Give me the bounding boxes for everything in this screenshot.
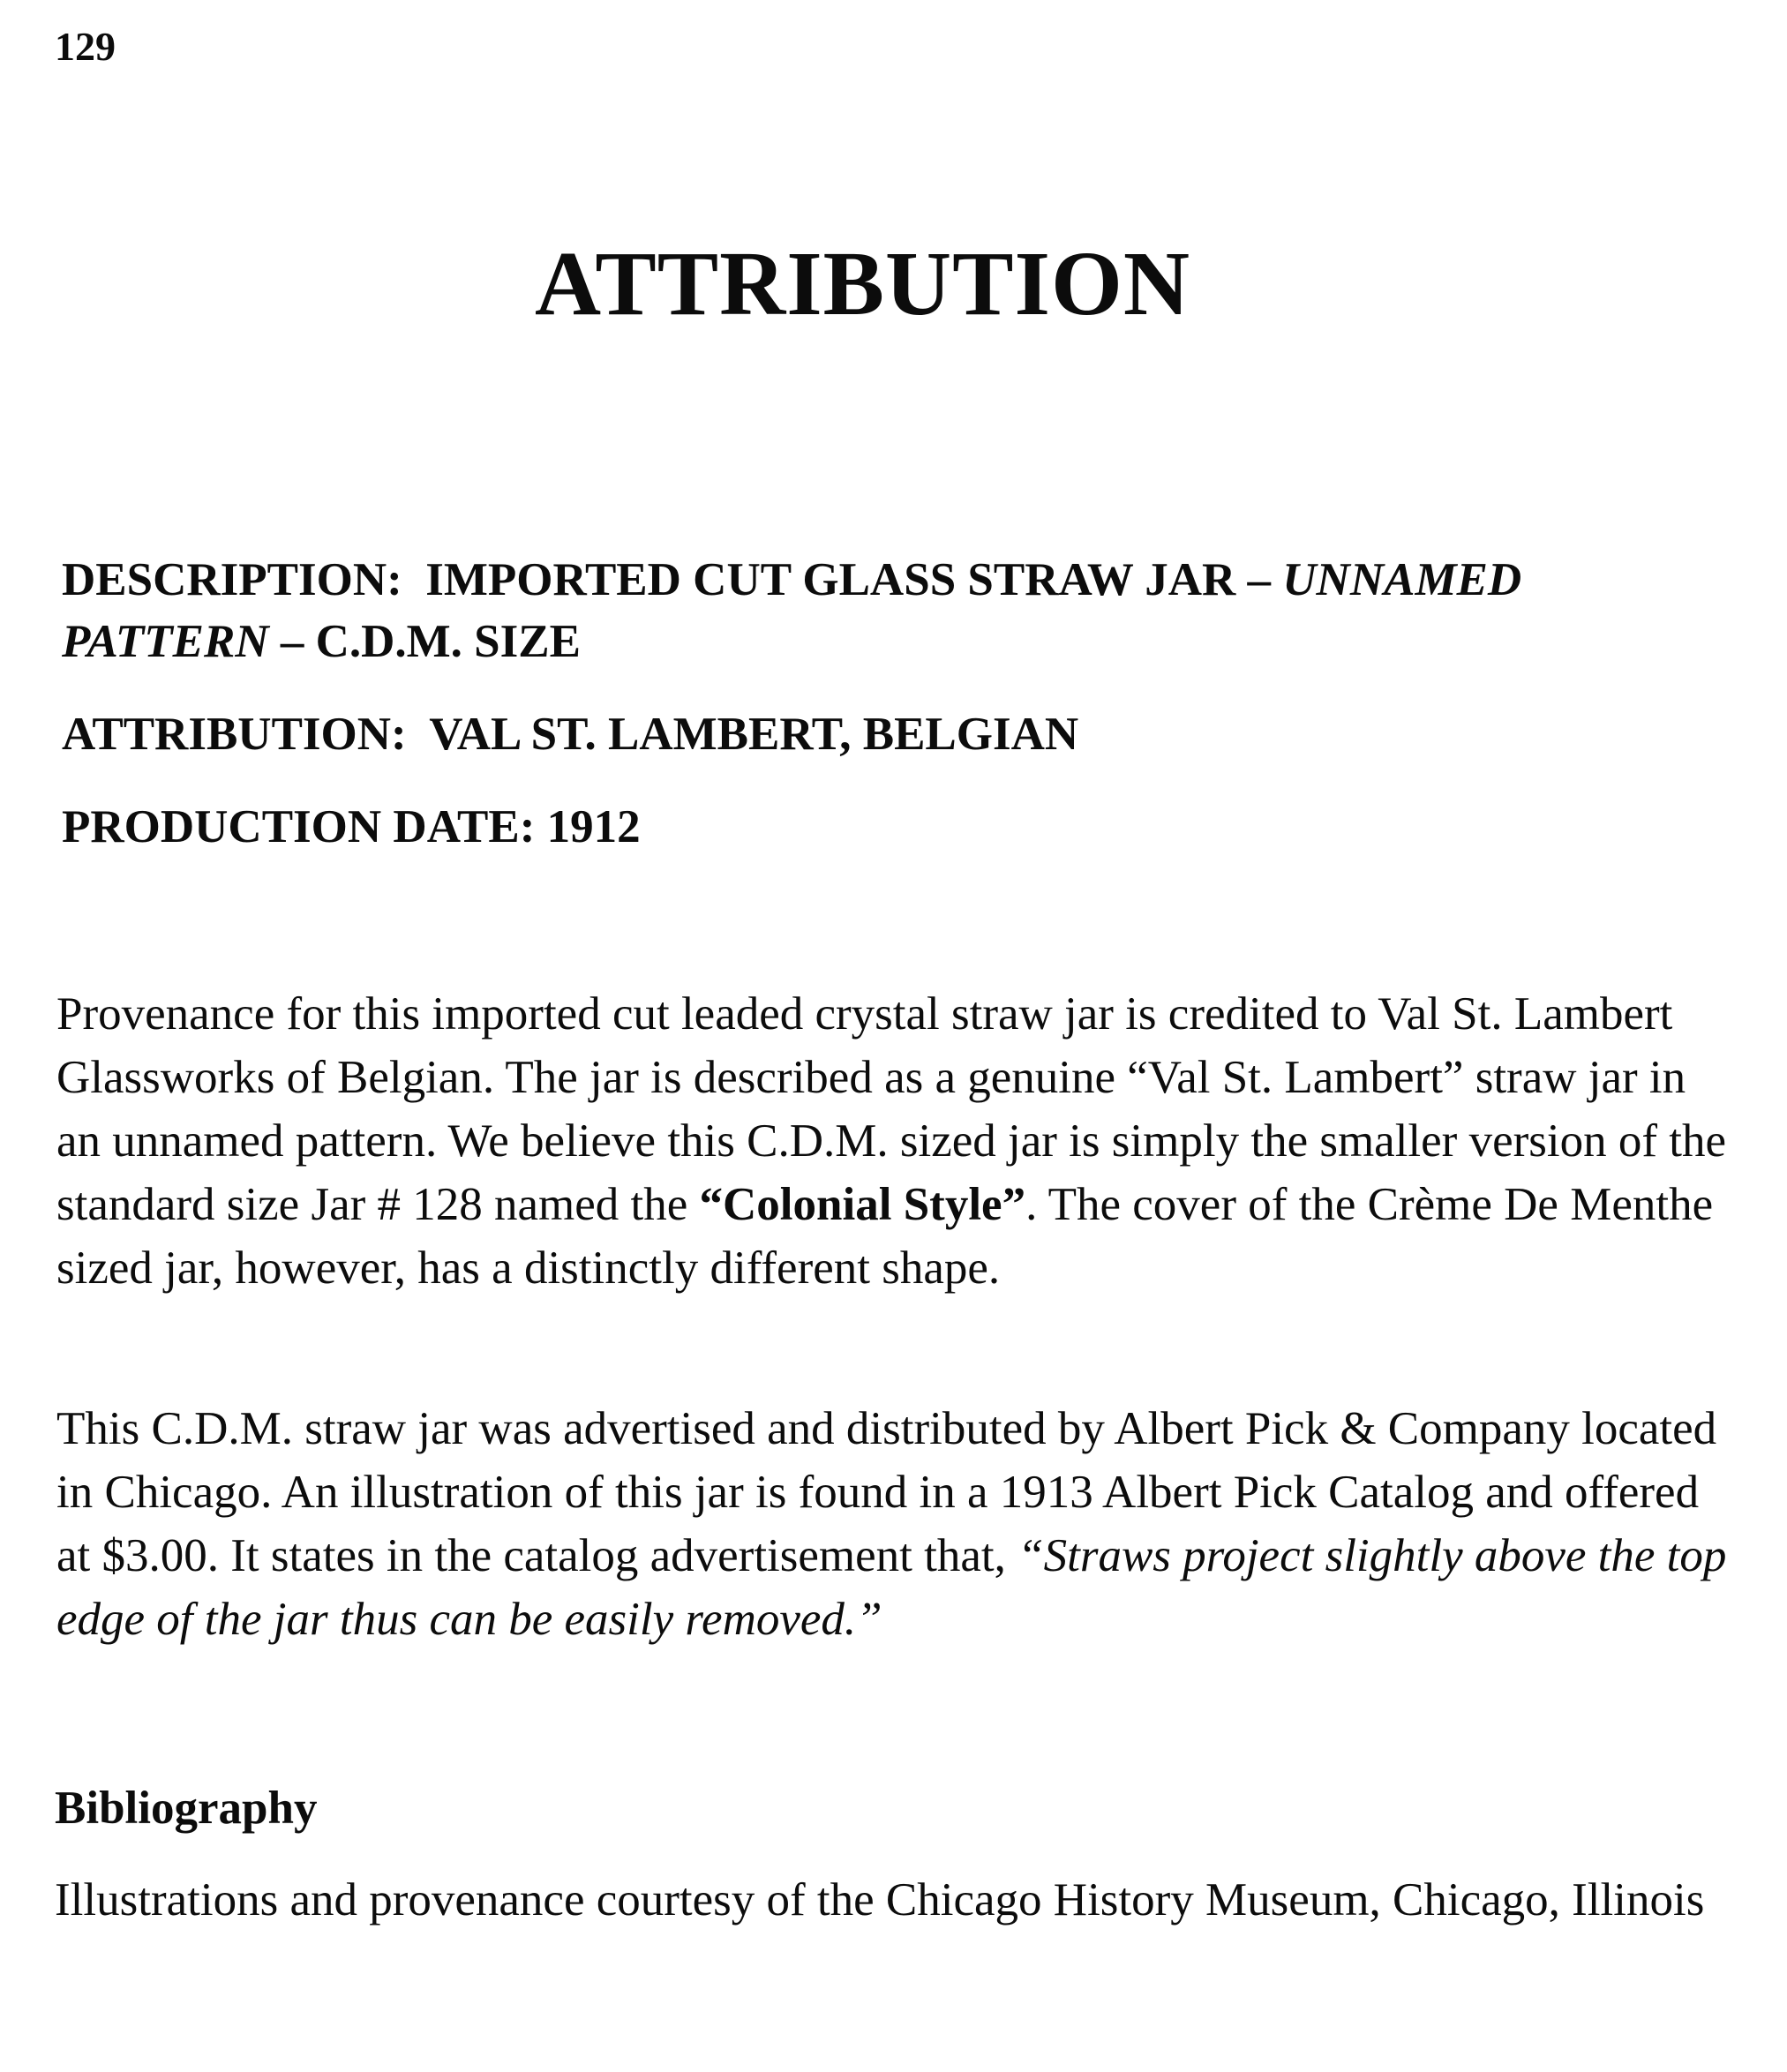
distribution-paragraph bbox=[56, 1397, 1733, 1651]
page-title: ATTRIBUTION bbox=[534, 233, 1190, 334]
colonial-style-emphasis: “Colonial Style” bbox=[699, 1179, 1026, 1230]
attribution-line bbox=[62, 703, 1730, 765]
description-size: – C.D.M. SIZE bbox=[280, 616, 581, 667]
page-number: 129 bbox=[55, 24, 116, 69]
provenance-text: Provenance for this imported cut leaded crystal straw jar is credited to Val St. Lambert Glassworks of Belgian. The jar is described as a genuine “Val St. Lambert” straw jar in an unnamed pattern. We believe this C.D.M. sized jar is simply the smaller version of the standard size Jar # 128 named the bbox=[56, 988, 1727, 1230]
production-date-line bbox=[62, 796, 1730, 858]
catalog-quote: “Straws project slightly above the top edge of the jar thus can be easily removed.” bbox=[56, 1530, 1727, 1645]
provenance-text-end: . The cover of the Crème De Menthe sized jar, however, has a distinctly different shape. bbox=[56, 1179, 1714, 1294]
description-text: IMPORTED CUT GLASS STRAW JAR – bbox=[425, 554, 1272, 605]
bibliography-heading: Bibliography bbox=[55, 1783, 318, 1834]
attribution-label: ATTRIBUTION: bbox=[62, 709, 407, 760]
production-value: 1912 bbox=[546, 801, 641, 852]
description-pattern: UNNAMED PATTERN bbox=[62, 554, 1522, 667]
production-label: PRODUCTION DATE: bbox=[62, 801, 536, 852]
distribution-text: This C.D.M. straw jar was advertised and distributed by Albert Pick & Company located in Chicago. An illustration of this jar is found in a 1913 Albert Pick Catalog and offered at $3.00. It states in the catalog advertisement that, bbox=[56, 1403, 1717, 1581]
description-label: DESCRIPTION: bbox=[62, 554, 402, 605]
bibliography-text: Illustrations and provenance courtesy of the Chicago History Museum, Chicago, Illinois bbox=[55, 1874, 1705, 1926]
provenance-paragraph bbox=[56, 982, 1733, 1300]
attribution-value: VAL ST. LAMBERT, BELGIAN bbox=[429, 709, 1079, 760]
description-line bbox=[62, 549, 1730, 672]
